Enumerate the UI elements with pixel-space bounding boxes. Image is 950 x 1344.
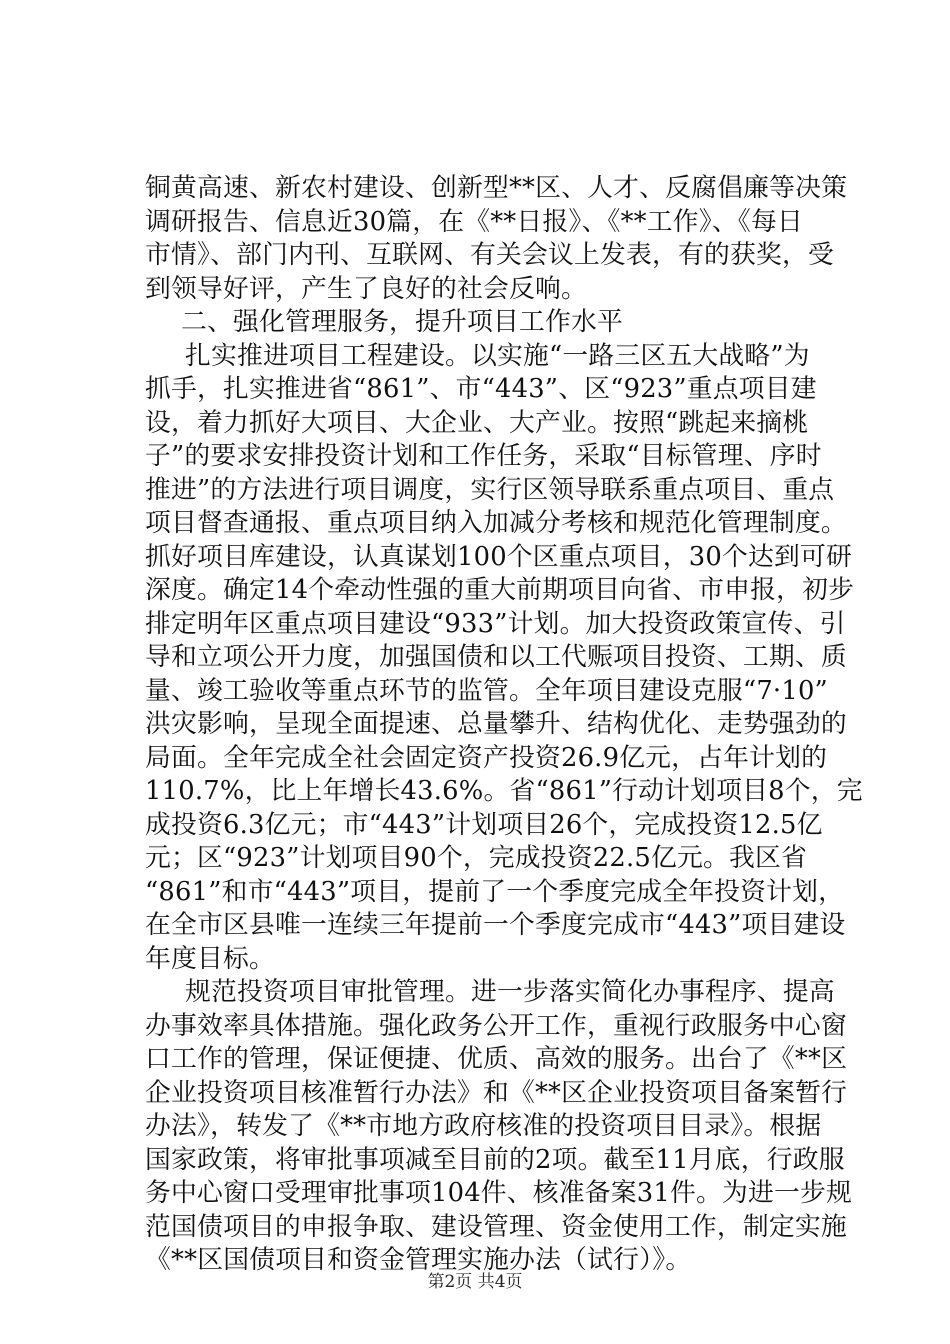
text-line: 110.7%，比上年增长43.6%。省“861”行动计划项目8个，完 bbox=[145, 776, 863, 806]
page-footer: 第2页 共4页 bbox=[427, 1272, 523, 1292]
text-line: 深度。确定14个牵动性强的重大前期项目向省、市申报，初步 bbox=[145, 575, 855, 605]
text-line: 抓手，扎实推进省“861”、市“443”、区“923”重点项目建 bbox=[145, 374, 817, 404]
text-line: 洪灾影响，呈现全面提速、总量攀升、结构优化、走势强劲的 bbox=[145, 709, 847, 739]
text-line: 市情》、部门内刊、互联网、有关会议上发表，有的获奖，受 bbox=[145, 240, 835, 270]
text-line: 局面。全年完成全社会固定资产投资26.9亿元，占年计划的 bbox=[145, 742, 828, 773]
text-line: 办事效率具体措施。强化政务公开工作，重视行政服务中心窗 bbox=[145, 1010, 847, 1041]
text-line: 国家政策，将审批事项减至目前的2项。截至11月底，行政服 bbox=[145, 1144, 845, 1175]
paragraph-start: 扎实推进项目工程建设。以实施“一路三区五大战略”为 bbox=[185, 340, 810, 371]
text-line: 在全市区县唯一连续三年提前一个季度完成市“443”项目建设 bbox=[145, 910, 846, 940]
text-line: 到领导好评，产生了良好的社会反响。 bbox=[145, 273, 587, 304]
text-line: 调研报告、信息近30篇，在《**日报》、《**工作》、《每日 bbox=[145, 206, 803, 237]
text-line: 子”的要求安排投资计划和工作任务，采取“目标管理、序时 bbox=[145, 441, 822, 471]
text-line: 范国债项目的申报争取、建设管理、资金使用工作，制定实施 bbox=[145, 1211, 847, 1242]
section-heading: 二、强化管理服务，提升项目工作水平 bbox=[181, 307, 623, 337]
text-line: 年度目标。 bbox=[145, 943, 275, 974]
text-line: 务中心窗口受理审批事项104件、核准备案31件。为进一步规 bbox=[145, 1178, 852, 1208]
text-line: 成投资6.3亿元；市“443”计划项目26个，完成投资12.5亿 bbox=[145, 809, 823, 840]
text-line: 元；区“923”计划项目90个，完成投资22.5亿元。我区省 bbox=[145, 843, 808, 873]
text-line: 排定明年区重点项目建设“933”计划。加大投资政策宣传、引 bbox=[145, 608, 846, 639]
text-line: 《**区国债项目和资金管理实施办法（试行）》。 bbox=[145, 1245, 692, 1275]
text-line: “861”和市“443”项目，提前了一个季度完成全年投资计划， bbox=[145, 876, 845, 907]
text-line: 办法》，转发了《**市地方政府核准的投资项目目录》。根据 bbox=[145, 1111, 822, 1141]
paragraph-start: 规范投资项目审批管理。进一步落实简化办事程序、提高 bbox=[185, 977, 835, 1007]
text-line: 推进”的方法进行项目调度，实行区领导联系重点项目、重点 bbox=[145, 474, 835, 505]
text-line: 抓好项目库建设，认真谋划100个区重点项目，30个达到可研 bbox=[145, 541, 852, 572]
text-line: 量、竣工验收等重点环节的监管。全年项目建设克服“7·10” bbox=[145, 675, 828, 706]
text-line: 企业投资项目核准暂行办法》和《**区企业投资项目备案暂行 bbox=[145, 1077, 848, 1108]
text-line: 项目督查通报、重点项目纳入加减分考核和规范化管理制度。 bbox=[145, 508, 847, 538]
text-line: 设，着力抓好大项目、大企业、大产业。按照“跳起来摘桃 bbox=[145, 407, 809, 438]
text-line: 导和立项公开力度，加强国债和以工代赈项目投资、工期、质 bbox=[145, 642, 847, 672]
document-body bbox=[145, 172, 863, 1278]
text-line: 口工作的管理，保证便捷、优质、高效的服务。出台了《**区 bbox=[145, 1044, 848, 1074]
text-line: 铜黄高速、新农村建设、创新型**区、人才、反腐倡廉等决策 bbox=[145, 173, 848, 203]
